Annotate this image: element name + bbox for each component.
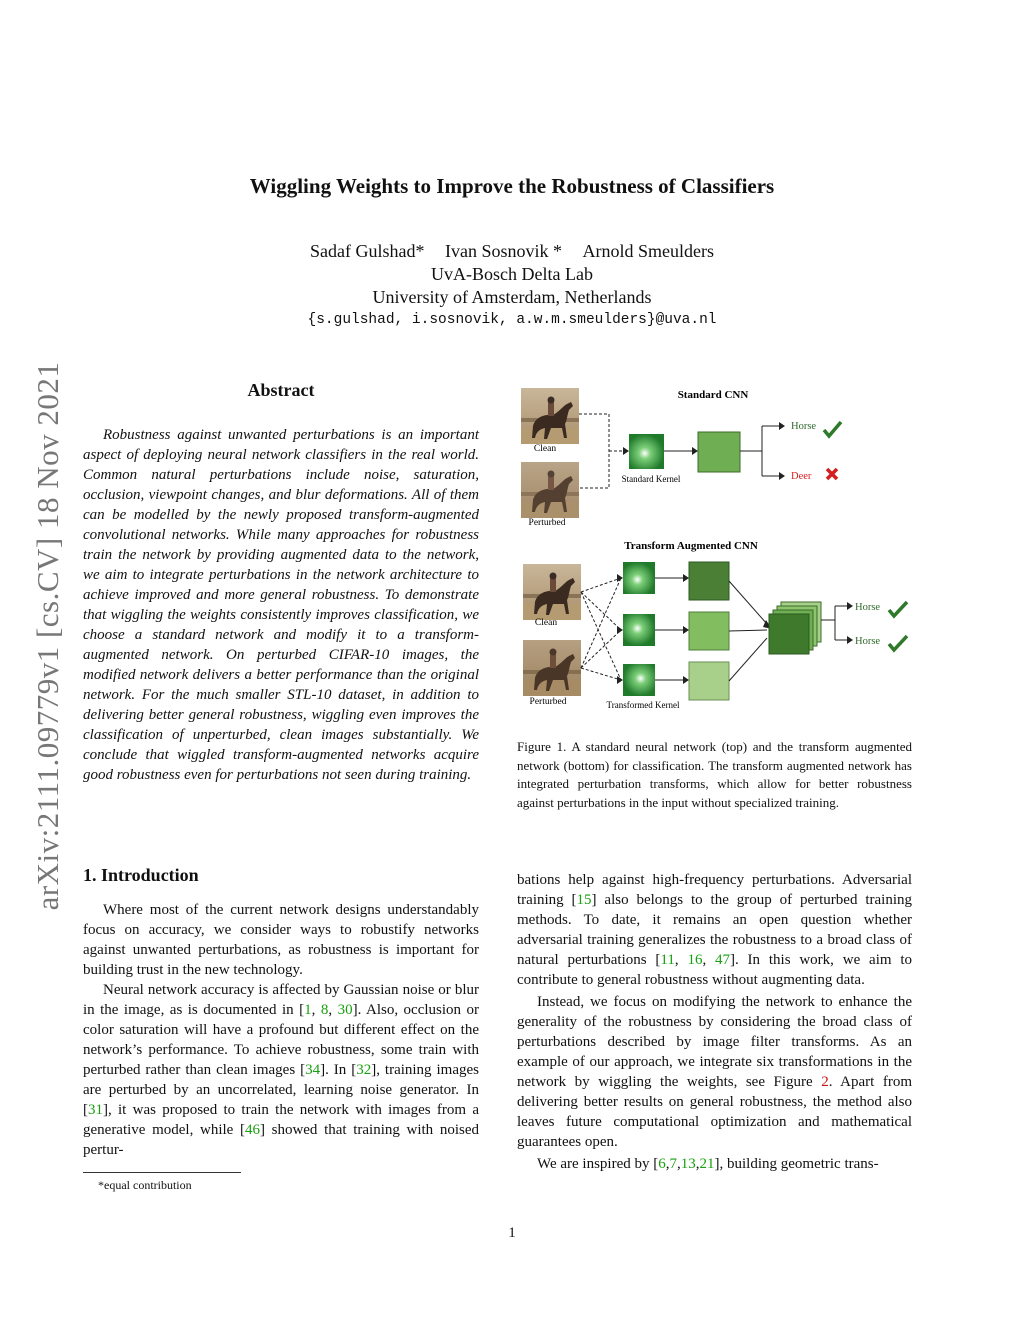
page-number: 1 — [508, 1225, 516, 1241]
transformed-kernel-2 — [623, 614, 655, 646]
right-paragraph-2: Instead, we focus on modifying the network to enhance the generality of the robustness by considering the broad class of perturbations described by image filter transforms. As an example of our approach, we integrate six transformations in the network by wiggling the weights, see Figure 2. Apart from delivering better results on general robustness, the method also leaves future computational optimization and mathematical guarantees open. — [517, 994, 913, 1150]
label-perturbed-bottom: Perturbed — [529, 697, 567, 707]
label-clean: Clean — [533, 444, 557, 454]
figure-top-title: Standard CNN — [677, 389, 749, 401]
feature-map-3 — [689, 662, 729, 700]
arxiv-stamp: arXiv:2111.09779v1 [cs.CV] 18 Nov 2021 — [30, 361, 65, 911]
label-horse-bottom-1: Horse — [855, 602, 881, 613]
label-horse-top: Horse — [791, 421, 817, 432]
label-deer: Deer — [791, 471, 812, 482]
check-icon — [889, 602, 907, 616]
author-block — [0, 240, 1024, 332]
footnote: *equal contribution — [98, 1178, 192, 1192]
horse-image-clean — [521, 388, 579, 444]
citation-link[interactable]: 11 — [660, 952, 675, 968]
figure-link[interactable]: 2 — [821, 1074, 829, 1090]
horse-image-perturbed — [521, 462, 579, 518]
right-paragraph-1: bations help against high-frequency perturbations. Adversarial training [15] also belongs to the group of perturbed training methods. To date, it remains an open question whether adversarial training generalizes the robustness to a broad class of natural perturbations [11, 16, 47]. In this work, we aim to contribute to general robustness without augmenting data. — [517, 872, 913, 988]
label-horse-bottom-2: Horse — [855, 636, 881, 647]
horse-image-clean-bottom — [523, 564, 581, 620]
citation-link[interactable]: 8 — [320, 1002, 329, 1018]
university: University of Amsterdam, Netherlands — [372, 287, 652, 307]
citation-link[interactable]: 21 — [699, 1156, 715, 1172]
horse-image-perturbed-bottom — [523, 640, 581, 696]
abstract-heading: Abstract — [247, 380, 315, 400]
citation-link[interactable]: 30 — [337, 1002, 353, 1018]
citation-link[interactable]: 47 — [715, 952, 730, 968]
footnote-rule — [83, 1172, 241, 1173]
stacked-feature-maps — [769, 602, 821, 654]
author-1: Sadaf Gulshad* — [310, 241, 425, 261]
feature-map — [698, 432, 740, 472]
label-standard-kernel: Standard Kernel — [621, 474, 681, 484]
transformed-kernel-1 — [623, 562, 655, 594]
right-paragraph-3: We are inspired by [6,7,13,21], building geometric trans- — [537, 1156, 879, 1172]
citation-link[interactable]: 15 — [576, 892, 592, 908]
figure-1-diagram — [517, 380, 917, 720]
transformed-kernel-3 — [623, 664, 655, 696]
citation-link[interactable]: 16 — [687, 952, 703, 968]
introduction-text — [83, 900, 479, 1160]
citation-link[interactable]: 6 — [658, 1156, 666, 1172]
check-icon — [889, 636, 907, 650]
label-clean-bottom: Clean — [534, 618, 558, 628]
author-3: Arnold Smeulders — [582, 241, 714, 261]
cross-icon — [827, 469, 837, 479]
paper-title: Wiggling Weights to Improve the Robustness of Classifiers — [249, 174, 775, 198]
citation-link[interactable]: 32 — [356, 1062, 372, 1078]
label-transformed-kernel: Transformed Kernel — [606, 700, 680, 710]
standard-kernel — [629, 434, 664, 469]
intro-paragraph-1: Where most of the current network designs understandably focus on accuracy, we consider ways to robustify networks against unwanted perturbations, as robustness is important for building trust in the new technology. — [83, 902, 479, 978]
email: {s.gulshad, i.sosnovik, a.w.m.smeulders}@uva.nl — [307, 312, 717, 328]
right-column-text — [517, 870, 912, 1174]
section-heading-introduction: 1. Introduction — [83, 865, 199, 885]
feature-map-1 — [689, 562, 729, 600]
citation-link[interactable]: 31 — [88, 1102, 103, 1118]
intro-paragraph-2: Neural network accuracy is affected by Gaussian noise or blur in the image, as is documented in [1, 8, 30]. Also, occlusion or color saturation will have a profound but different effect on the network’s performance. To achieve robustness, some train with perturbed rather than clean images [34]. In [32], training images are perturbed by an uncorrelated, learning noise generator. In [31], it was proposed to train the network with images from a generative model, while [46] showed that training with noised pertur- — [83, 982, 479, 1158]
check-icon — [824, 422, 841, 436]
citation-link[interactable]: 34 — [305, 1062, 321, 1078]
feature-map-2 — [689, 612, 729, 650]
affiliation: UvA-Bosch Delta Lab — [431, 264, 593, 284]
citation-link[interactable]: 46 — [244, 1122, 260, 1138]
citation-link[interactable]: 7 — [669, 1156, 677, 1172]
figure-caption: Figure 1. A standard neural network (top) and the transform augmented network (bottom) for classification. The transform augmented network has integrated perturbation transforms, which allow for better robustness against perturbations in the input without specialized training. — [517, 739, 912, 810]
abstract-text: Robustness against unwanted perturbations is an important aspect of deploying neural network classifiers in the real world. Common natural perturbations include noise, saturation, occlusion, viewpoint changes, and blur deformations. All of them can be modelled by the newly proposed transform-augmented convolutional networks. While many approaches for robustness train the network by providing augmented data to the network, we aim to integrate perturbations in the network architecture to achieve improved and more general robustness. To demonstrate that wiggling the weights consistently improves classification, we choose a standard network and modify it to a transform-augmented network. On perturbed CIFAR-10 images, the modified network delivers a better performance than the original network. For the much smaller STL-10 dataset, in addition to delivering better general robustness, wiggling even improves the classification of unperturbed, clean images substantially. We conclude that wiggled transform-augmented networks acquire good robustness even for perturbations not seen during training. — [83, 427, 479, 783]
label-perturbed: Perturbed — [528, 518, 566, 528]
citation-link[interactable]: 1 — [304, 1002, 312, 1018]
citation-link[interactable]: 13 — [680, 1156, 696, 1172]
author-2: Ivan Sosnovik * — [445, 241, 562, 261]
figure-bottom-title: Transform Augmented CNN — [624, 540, 758, 552]
